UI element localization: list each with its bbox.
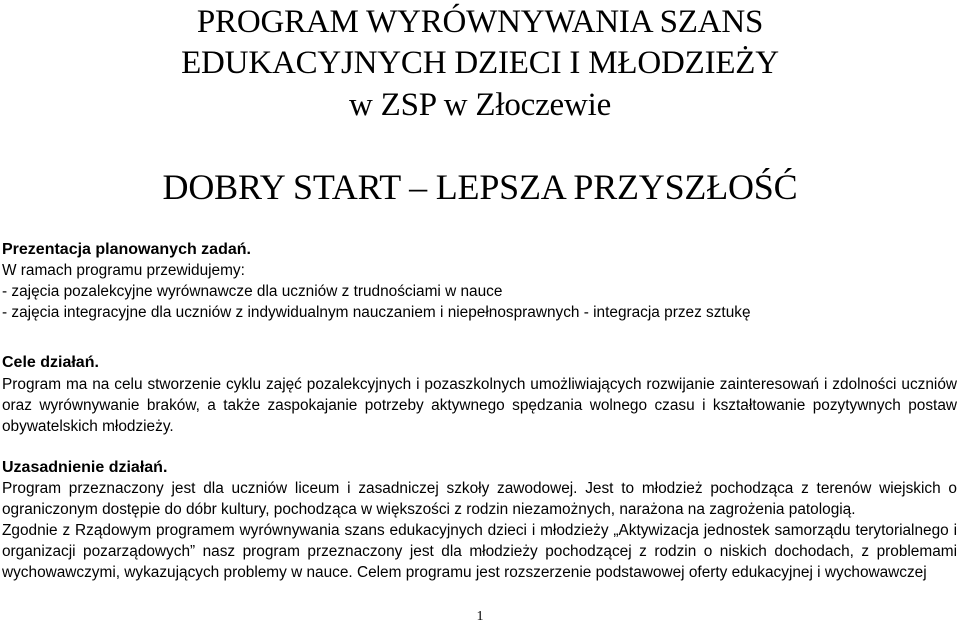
justification-section [2,457,957,583]
justification-text: Program przeznaczony jest dla uczniów liceum i zasadniczej szkoły zawodowej. Jest to młodzież pochodząca z terenów wiejskich o ograniczonym dostępie do dóbr kultury, pochodząca w większości z rodzin niezamożnych, narażona na zagrożenia patologią. [2,480,957,518]
justification-heading: Uzasadnienie działań. [2,459,168,476]
presentation-item-1: - zajęcia pozalekcyjne wyrównawcze dla uczniów z trudnościami w nauce [2,283,503,300]
presentation-item-2: - zajęcia integracyjne dla uczniów z indywidualnym nauczaniem i niepełnosprawnych - integracja przez sztukę [2,304,751,321]
justification-text-2: Zgodnie z Rządowym programem wyrównywania szans edukacyjnych dzieci i młodzieży „Aktywizacja jednostek samorządu terytorialnego i organizacji pozarządowych” nasz program przeznaczony jest dla młodzieży pochodzącej z rodzin o niskich dochodach, z problemami wychowawczymi, wykazujących problemy w nauce. Celem programu jest rozszerzenie podstawowej oferty edukacyjnej i wychowawczej [2,522,957,581]
document-title-line-1: PROGRAM WYRÓWNYWANIA SZANS [196,4,764,40]
document-title-line-2: EDUKACYJNYCH DZIECI I MŁODZIEŻY [181,45,779,81]
goals-heading: Cele działań. [2,354,99,371]
program-motto: DOBRY START – LEPSZA PRZYSZŁOŚĆ [162,167,798,207]
presentation-section [2,239,957,323]
goals-section [2,352,957,437]
page-number: 1 [476,609,484,624]
document-title-line-3: w ZSP w Złoczewie [348,87,612,123]
goals-text: Program ma na celu stworzenie cyklu zajęć pozalekcyjnych i pozaszkolnych umożliwiających rozwijanie zainteresowań i zdolności uczniów oraz wyrównywanie braków, a także zaspokajanie potrzeby aktywnego spędzania wolnego czasu i kształtowanie pozytywnych postaw obywatelskich młodzieży. [2,376,957,435]
presentation-heading: Prezentacja planowanych zadań. [2,241,251,258]
presentation-intro: W ramach programu przewidujemy: [2,262,245,279]
